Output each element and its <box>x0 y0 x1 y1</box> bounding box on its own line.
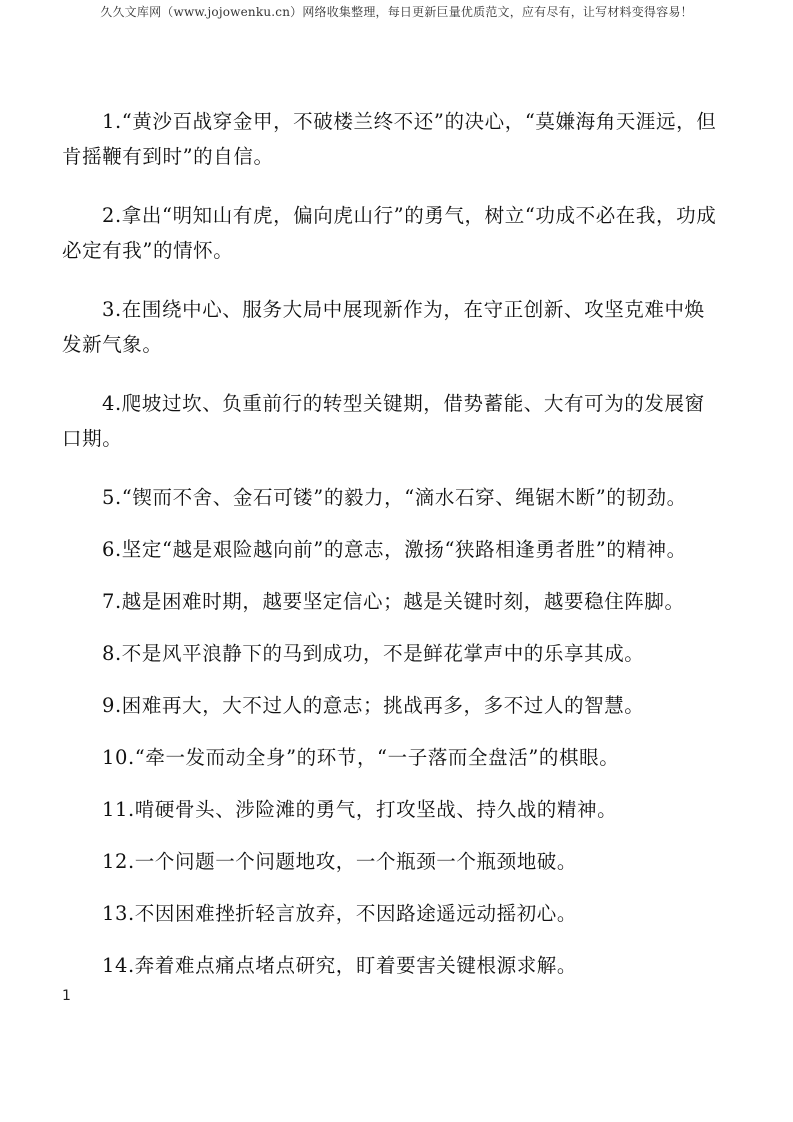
list-item: 10.“牵一发而动全身”的环节，“一子落而全盘活”的棋眼。 <box>102 746 620 769</box>
page-number: 1 <box>62 988 71 1004</box>
list-item: 5.“锲而不舍、金石可镂”的毅力，“滴水石穿、绳锯木断”的韧劲。 <box>102 486 687 509</box>
list-item: 14.奔着难点痛点堵点研究，盯着要害关键根源求解。 <box>102 954 578 977</box>
list-item: 8.不是风平浪静下的马到成功，不是鲜花掌声中的乐享其成。 <box>102 642 645 665</box>
list-item: 6.坚定“越是艰险越向前”的意志，激扬“狭路相逢勇者胜”的精神。 <box>102 538 687 561</box>
list-item: 4.爬坡过坎、负重前行的转型关键期，借势蓄能、大有可为的发展窗口期。 <box>62 392 705 450</box>
list-item: 12.一个问题一个问题地攻，一个瓶颈一个瓶颈地破。 <box>102 850 578 873</box>
list-item: 3.在围绕中心、服务大局中展现新作为，在守正创新、攻坚克难中焕发新气象。 <box>62 298 705 356</box>
list-item: 7.越是困难时期，越要坚定信心；越是关键时刻，越要稳住阵脚。 <box>102 590 685 613</box>
page-header: 久久文库网（www.jojowenku.cn）网络收集整理，每日更新巨量优质范文，应有尽有，让写材料变得容易！ <box>100 5 693 19</box>
list-item: 2.拿出“明知山有虎，偏向虎山行”的勇气，树立“功成不必在我，功成必定有我”的情怀。 <box>62 204 717 262</box>
document-body <box>62 104 724 1000</box>
list-item: 9.困难再大，大不过人的意志；挑战再多，多不过人的智慧。 <box>102 694 645 717</box>
list-item: 13.不因困难挫折轻言放弃，不因路途遥远动摇初心。 <box>102 902 578 925</box>
list-item: 11.啃硬骨头、涉险滩的勇气，打攻坚战、持久战的精神。 <box>102 798 618 821</box>
list-item: 1.“黄沙百战穿金甲，不破楼兰终不还”的决心，“莫嫌海角天涯远，但肯摇鞭有到时”的自信。 <box>62 110 717 168</box>
